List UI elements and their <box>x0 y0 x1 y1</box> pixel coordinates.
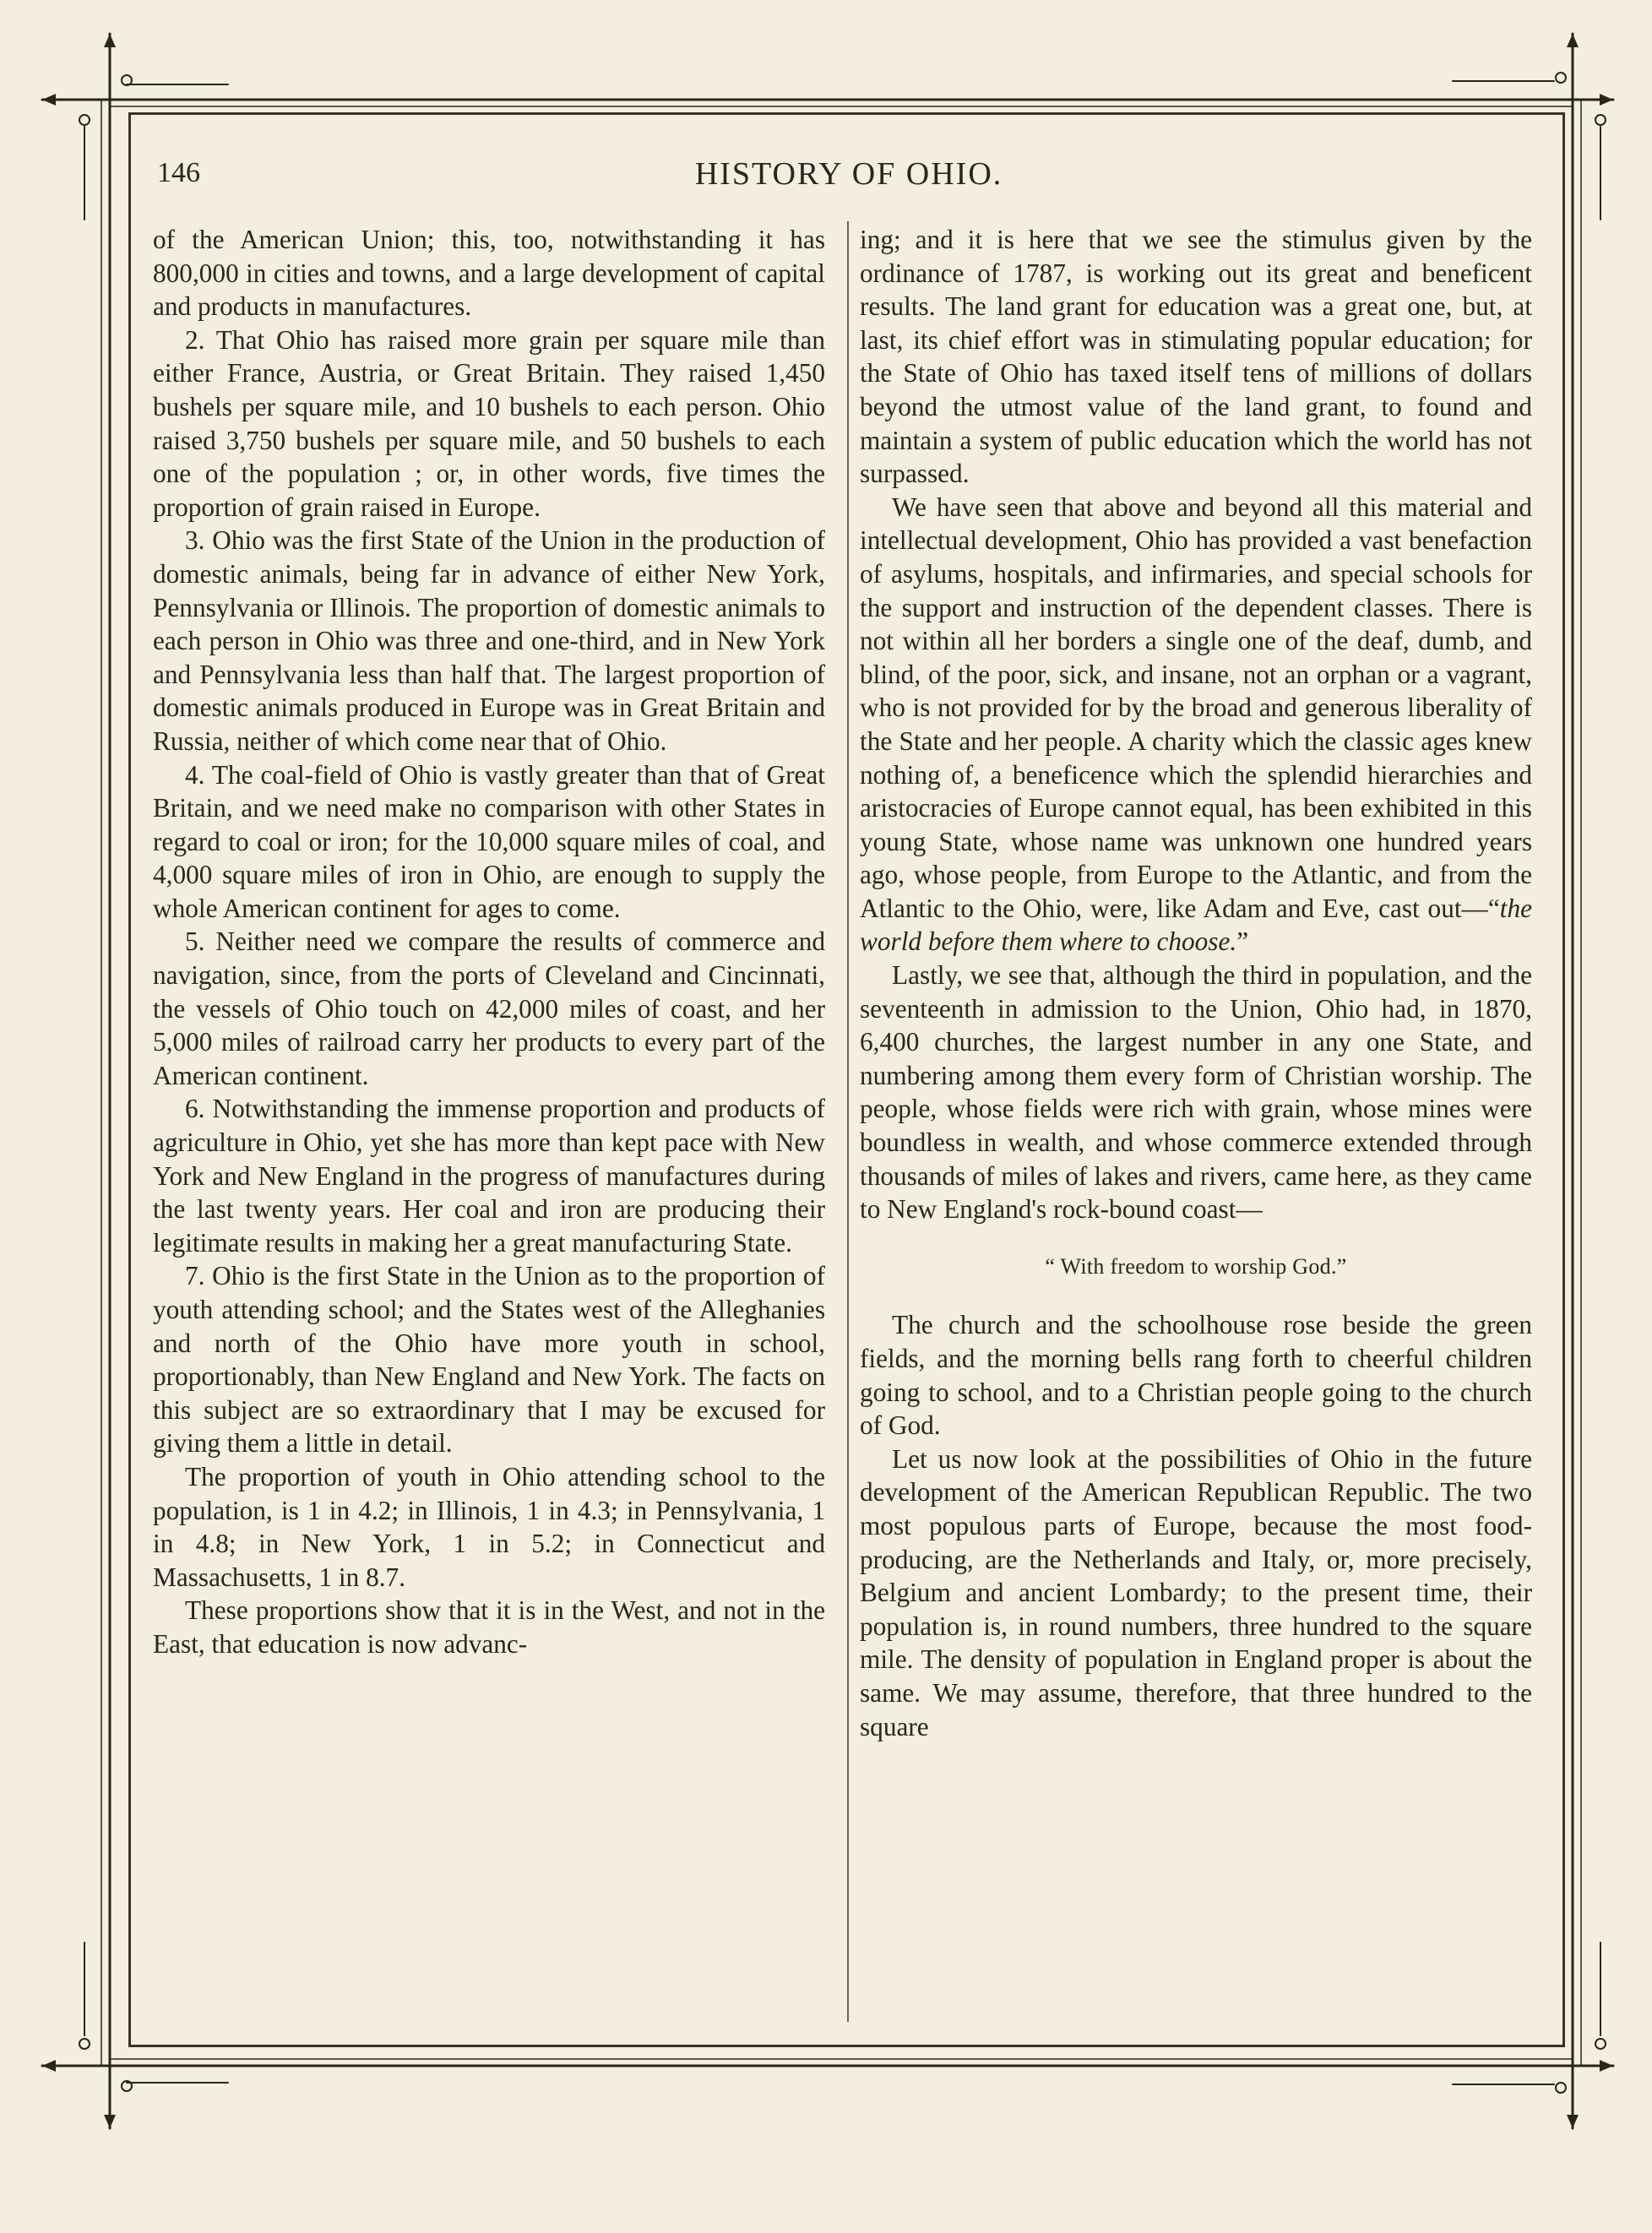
paragraph: 2. That Ohio has raised more grain per square mile than either France, Austria, or Great Britain. They raised 1,450 bushels per square mile, and 10 bushels to each person. Ohio raised 3,750 bushels per square mile, and 50 bushels to each one of the population ; or, in other words, five times the proportion of grain raised in Europe. <box>153 324 825 522</box>
paragraph: of the American Union; this, too, notwithstanding it has 800,000 in cities and towns, and a large development of capital and products in manufactures. <box>153 225 825 322</box>
left-column <box>153 223 825 2022</box>
paragraph: 3. Ohio was the first State of the Union in the production of domestic animals, being far in advance of either New York, Pennsylvania or Illinois. The proportion of domestic animals to each person in Ohio was three and one-third, and in New York and Pennsylvania less than half that. The largest proportion of domestic animals produced in Europe was in Great Britain and Russia, neither of which come near that of Ohio. <box>153 525 825 756</box>
paragraph <box>860 491 1532 959</box>
paragraph: These proportions show that it is in the West, and not in the East, that education is now advanc- <box>153 1595 825 1659</box>
page-header <box>152 150 1546 201</box>
closing-quote: ” <box>1236 926 1249 957</box>
paragraph: The proportion of youth in Ohio attending school to the population, is 1 in 4.2; in Illinois, 1 in 4.3; in Pennsylvania, 1 in 4.8; in New York, 1 in 5.2; in Connecticut and Massachusetts, 1 in 8.7. <box>153 1461 825 1592</box>
block-quote: “ With freedom to worship God.” <box>1045 1253 1347 1279</box>
paragraph: Let us now look at the possibilities of Ohio in the future development of the American Republican Republic. The two most populous parts of Europe, because the most food-producing, are the Netherlands and Italy, or, more precisely, Belgium and ancient Lombardy; to the present time, their population is, in round numbers, three hundred to the square mile. The density of population in England proper is about the same. We may assume, therefore, that three hundred to the square <box>860 1443 1532 1741</box>
paragraph-text: We have seen that above and beyond all this material and intellectual development, Ohio has provided a vast benefaction of asylums, hospitals, and infirmaries, and special schools for the support and instruction of the dependent classes. There is not within all her borders a single one of the deaf, dumb, and blind, of the poor, sick, and insane, not an orphan or a vagrant, who is not provided for by the broad and generous liberality of the State and her people. A charity which the classic ages knew nothing of, a beneficence which the splendid hierarchies and aristocracies of Europe cannot equal, has been exhibited in this young State, whose name was unknown one hundred years ago, whose people, from Europe to the Atlantic, and from the Atlantic to the Ohio, were, like Adam and Eve, cast out—“ <box>860 492 1532 923</box>
paragraph: 7. Ohio is the first State in the Union as to the proportion of youth attending school; and the States west of the Alleghanies and north of the Ohio have more youth in school, proportionably, than New England and New York. The facts on this subject are so extraordinary that I may be excused for giving them a little in detail. <box>153 1261 825 1459</box>
italic-quotation: the world before them where to choose. <box>860 893 1532 957</box>
paragraph: 5. Neither need we compare the results of commerce and navigation, since, from the ports of Cleveland and Cincinnati, the vessels of Ohio touch on 42,000 miles of coast, and her 5,000 miles of railroad carry her products to every part of the American continent. <box>153 926 825 1090</box>
right-column <box>860 223 1532 2022</box>
page-number: 146 <box>157 157 200 188</box>
paragraph: The church and the schoolhouse rose beside the green fields, and the morning bells rang forth to cheerful children going to school, and to a Christian people going to the church of God. <box>860 1310 1532 1441</box>
column-divider <box>847 221 849 2022</box>
paragraph: ing; and it is here that we see the stimulus given by the ordinance of 1787, is working out its great and beneficent results. The land grant for education was a great one, but, at last, its chief effort was in stimulating popular education; for the State of Ohio has taxed itself tens of millions of dollars beyond the utmost value of the land grant, to found and maintain a system of public education which the world has not surpassed. <box>860 225 1532 489</box>
paragraph: 4. The coal-field of Ohio is vastly greater than that of Great Britain, and we need make no comparison with other States in regard to coal or iron; for the 10,000 square miles of coal, and 4,000 square miles of iron in Ohio, are enough to supply the whole American continent for ages to come. <box>153 759 825 923</box>
running-head: HISTORY OF OHIO. <box>694 156 1003 192</box>
paragraph: Lastly, we see that, although the third in population, and the seventeenth in admission to the Union, Ohio had, in 1870, 6,400 churches, the largest number in any one State, and numbering among them every form of Christian worship. The people, whose fields were rich with grain, whose mines were boundless in wealth, and whose commerce extended through thousands of miles of lakes and rivers, came here, as they came to New England's rock-bound coast— <box>860 960 1532 1225</box>
paragraph: 6. Notwithstanding the immense proportion and products of agriculture in Ohio, yet she has more than kept pace with New York and New England in the progress of manufactures during the last twenty years. Her coal and iron are producing their legitimate results in making her a great manufacturing State. <box>153 1094 825 1258</box>
